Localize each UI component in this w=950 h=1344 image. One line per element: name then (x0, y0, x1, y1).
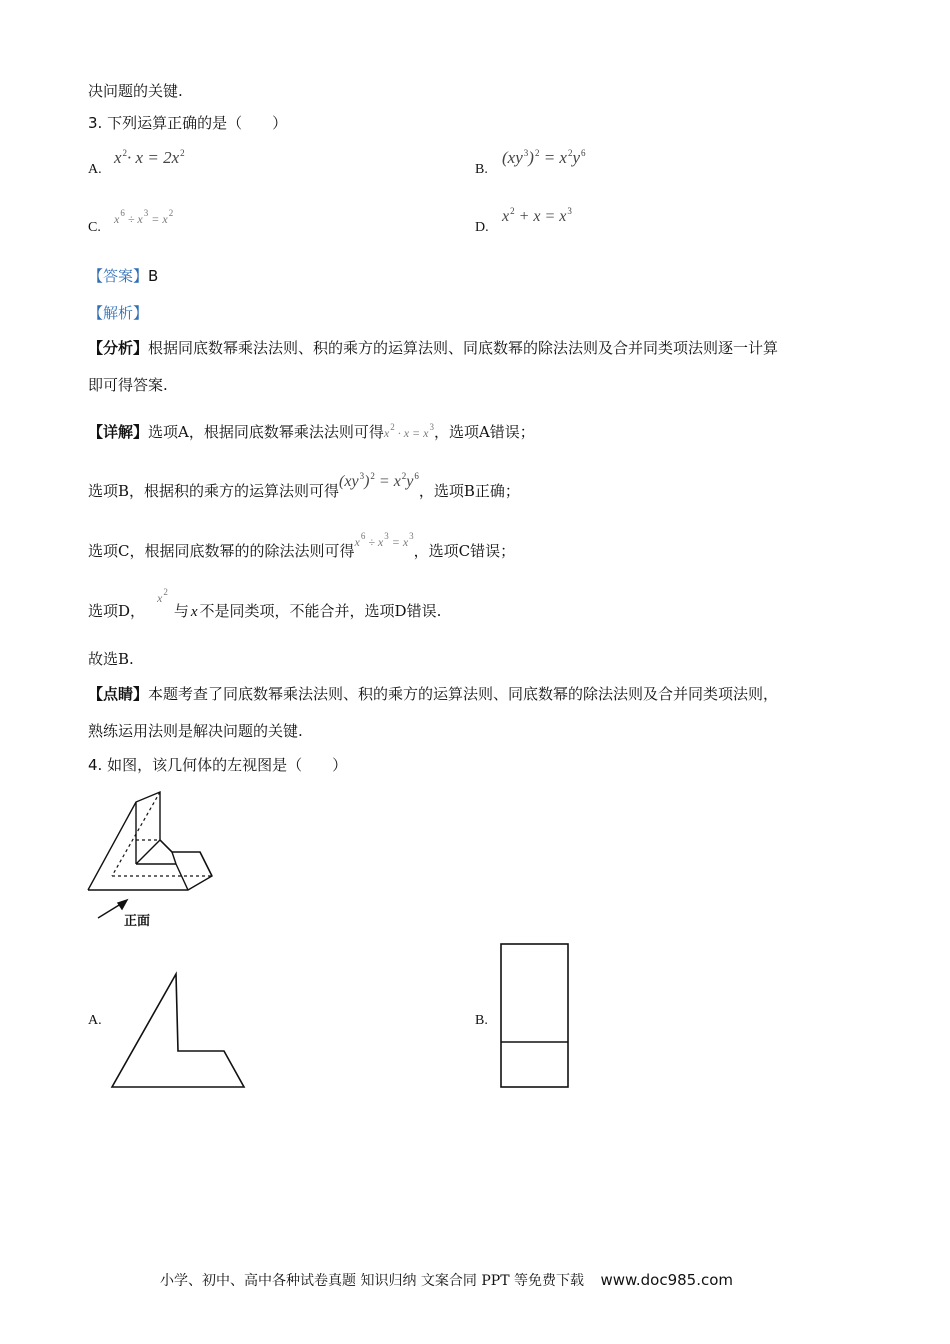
option-b-label[interactable]: B. (475, 162, 488, 177)
dianjing-line-1: 【点睛】本题考查了同底数幂乘法法则、积的乘方的运算法则、同底数幂的除法法则及合并同类项法则， (88, 685, 779, 703)
option-d-expression: $x^2 + x = x^3$ (502, 206, 572, 225)
option-a-expression: $x^2\cdot x = 2x^2$ (114, 148, 185, 167)
fenxi-text: 根据同底数幂乘法法则、积的乘方的运算法则、同底数幂的除法法则及合并同类项法则逐一计算 (148, 339, 779, 357)
option-d-label[interactable]: D. (475, 220, 489, 235)
answer-tag: 【答案】 (88, 267, 149, 285)
xiangjie-tag: 【详解】 (88, 423, 149, 441)
option-c-expression: $x^6 \div x^3 = x^2$ (114, 208, 174, 226)
q4-option-a-label[interactable]: A. (88, 1013, 102, 1028)
footer-site-link[interactable]: www.doc985.com (600, 1271, 734, 1289)
continuation-line: 决问题的关键. (88, 82, 183, 100)
dianjing-line-2: 熟练运用法则是解决问题的关键. (88, 722, 303, 740)
front-label: 正面 (124, 914, 151, 929)
fenxi-line-2: 即可得答案. (88, 376, 168, 394)
question-number: 4. (88, 756, 103, 774)
analysis-tag: 【解析】 (88, 304, 149, 322)
footer-text: 小学、初中、高中各种试卷真题 知识归纳 文案合同 PPT 等免费下载 (160, 1273, 584, 1289)
option-c-label[interactable]: C. (88, 220, 101, 235)
fenxi-tag: 【分析】 (88, 339, 149, 357)
option-b-expression: $(xy^3)^2 = x^2y^6$ (502, 148, 586, 167)
detail-line-a: 【详解】选项A，根据同底数幂乘法法则可得$x^2 \cdot x = x^3$，选项A错误； (88, 422, 535, 441)
option-a-label[interactable]: A. (88, 162, 102, 177)
detail-line-b: 选项B，根据积的乘方的运算法则可得$(xy^3)^2 = x^2y^6$，选项B正确； (88, 471, 520, 500)
question-text: 如图，该几何体的左视图是（ ） (107, 756, 348, 774)
dianjing-tag: 【点睛】 (88, 685, 149, 703)
conclusion: 故选B. (88, 650, 134, 668)
answer-value: B (148, 267, 159, 285)
detail-line-d: 选项D，$^{x^2}$与 x 不是同类项，不能合并，选项D错误. (88, 587, 442, 620)
q4-option-b-label[interactable]: B. (475, 1013, 488, 1028)
detail-line-c: 选项C，根据同底数幂的的除法法则可得$^{x^6 \div x^3 = x^3}$，选项C错误； (88, 531, 516, 560)
question-number: 3. (88, 114, 103, 132)
footer (160, 1270, 733, 1290)
question-text: 下列运算正确的是（ ） (107, 114, 288, 132)
